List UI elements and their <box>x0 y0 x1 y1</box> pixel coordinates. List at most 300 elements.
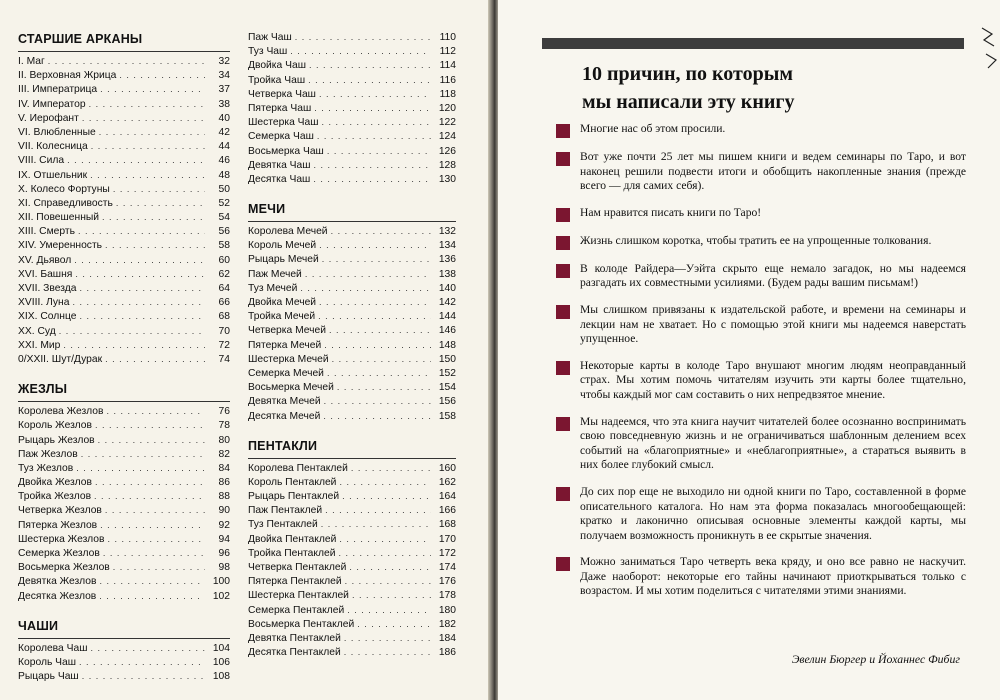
toc-entry-title: Король Мечей <box>248 240 317 252</box>
reason-item <box>556 150 966 194</box>
toc-entry-page: 108 <box>212 671 230 683</box>
toc-leader-dots <box>338 546 431 560</box>
toc-entry-page: 160 <box>438 462 456 474</box>
toc-leader-dots <box>322 115 431 129</box>
reason-item <box>556 234 966 250</box>
square-bullet-icon <box>556 236 570 250</box>
heading-rule <box>248 221 456 222</box>
toc-entry-page: 62 <box>218 268 230 280</box>
toc-entry-title: X. Колесо Фортуны <box>18 183 110 195</box>
toc-entry-page: 130 <box>438 173 456 185</box>
toc-leader-dots <box>351 461 431 475</box>
square-bullet-icon <box>556 417 570 431</box>
toc-entry <box>248 574 456 588</box>
toc-entry <box>248 252 456 266</box>
toc-entry-page: 72 <box>218 339 230 351</box>
toc-entry-title: Пятерка Чаш <box>248 102 312 114</box>
toc-leader-dots <box>67 153 205 167</box>
toc-entry-title: XVI. Башня <box>18 268 73 280</box>
toc-entry <box>18 546 230 560</box>
toc-entry-page: 70 <box>218 325 230 337</box>
toc-entry-title: Король Чаш <box>18 656 77 668</box>
toc-entry-page: 134 <box>438 240 456 252</box>
toc-entry-title: XVIII. Луна <box>18 297 70 309</box>
toc-entry-title: Девятка Мечей <box>248 396 321 408</box>
toc-entry <box>248 144 456 158</box>
toc-entry <box>18 82 230 96</box>
toc-entry <box>18 324 230 338</box>
toc-entry <box>248 517 456 531</box>
toc-leader-dots <box>342 489 431 503</box>
toc-leader-dots <box>322 252 431 266</box>
square-bullet-icon <box>556 487 570 501</box>
toc-entry-page: 80 <box>218 434 230 446</box>
toc-entry-page: 50 <box>218 183 230 195</box>
toc-entry <box>18 309 230 323</box>
toc-entry <box>248 532 456 546</box>
toc-entry-title: IX. Отшельник <box>18 169 88 181</box>
page-title <box>582 60 962 116</box>
title-line-1: 10 причин, по которым <box>582 63 793 85</box>
toc-entry-page: 128 <box>438 159 456 171</box>
square-bullet-icon <box>556 152 570 166</box>
toc-entry-title: Семерка Жезлов <box>18 548 100 559</box>
toc-entry <box>18 532 230 546</box>
reason-item <box>556 262 966 291</box>
toc-entry-title: Семерка Пентаклей <box>248 604 345 616</box>
toc-entry-title: Четверка Чаш <box>248 88 316 100</box>
toc-leader-dots <box>74 253 205 267</box>
toc-entry-page: 104 <box>212 642 230 654</box>
toc-entry-title: Двойка Пентаклей <box>248 533 337 545</box>
toc-entry <box>18 97 230 111</box>
toc-section-heading: ПЕНТАКЛИ <box>248 438 318 453</box>
reason-text: Нам нравится писать книги по Таро! <box>580 205 762 219</box>
toc-entry-title: Паж Жезлов <box>18 448 78 460</box>
toc-leader-dots <box>99 125 205 139</box>
toc-leader-dots <box>76 461 205 475</box>
toc-entry-page: 37 <box>218 84 230 96</box>
toc-entry-title: Паж Мечей <box>248 268 302 280</box>
toc-leader-dots <box>102 210 205 224</box>
toc-leader-dots <box>314 158 431 172</box>
toc-entry-page: 58 <box>218 240 230 252</box>
toc-leader-dots <box>116 196 205 210</box>
toc-leader-dots <box>319 87 431 101</box>
toc-entry-title: Шестерка Чаш <box>248 117 319 129</box>
toc-entry <box>18 295 230 309</box>
toc-entry-page: 34 <box>218 70 230 82</box>
toc-entry-title: V. Иерофант <box>18 112 79 124</box>
toc-entry-page: 148 <box>438 339 456 351</box>
reason-text: Некоторые карты в колоде Таро внушают многим людям неоправданный страх. Мы хотим помочь читателям изучить эти карты более тщательно, чтобы каждый мог сам составить о них непредвзятое мнение. <box>580 358 966 401</box>
toc-entry <box>248 44 456 58</box>
toc-leader-dots <box>313 172 431 186</box>
toc-leader-dots <box>119 68 205 82</box>
toc-entry-title: Семерка Чаш <box>248 131 314 143</box>
toc-entry <box>18 669 230 683</box>
reason-item <box>556 359 966 403</box>
toc-entry-title: Пятерка Жезлов <box>18 519 98 531</box>
heading-rule <box>18 401 230 402</box>
toc-entry <box>18 503 230 517</box>
toc-leader-dots <box>337 380 431 394</box>
toc-entry <box>18 404 230 418</box>
toc-entry-title: Рыцарь Жезлов <box>18 434 95 446</box>
toc-entry-page: 96 <box>218 548 230 559</box>
section-gap <box>248 423 456 437</box>
toc-entry-page: 106 <box>212 656 230 668</box>
toc-leader-dots <box>339 532 431 546</box>
toc-entry <box>248 238 456 252</box>
toc-leader-dots <box>90 168 205 182</box>
toc-entry-title: Десятка Пентаклей <box>248 647 341 659</box>
toc-entry <box>248 281 456 295</box>
toc-entry <box>248 323 456 337</box>
toc-entry-page: 116 <box>439 74 456 86</box>
toc-leader-dots <box>81 447 205 461</box>
toc-entry-title: Король Пентаклей <box>248 476 337 488</box>
toc-entry <box>18 489 230 503</box>
toc-leader-dots <box>82 111 205 125</box>
toc-entry-title: Пятерка Пентаклей <box>248 576 342 588</box>
toc-entry-title: XI. Справедливость <box>18 197 113 209</box>
toc-entry-page: 84 <box>218 462 230 474</box>
toc-leader-dots <box>108 532 206 546</box>
toc-entry-title: Двойка Жезлов <box>18 477 92 489</box>
toc-leader-dots <box>349 560 431 574</box>
toc-entry-page: 94 <box>218 533 230 545</box>
reason-text: Можно заниматься Таро четверть века кряду, и оно все равно не наскучит. Даже наоборот: некоторые его тайны начинают приоткрываться только с возрастом. И мы хотим поделиться с читателями этими знаниями. <box>580 555 966 598</box>
toc-entry-title: XV. Дьявол <box>18 254 72 266</box>
toc-entry-title: II. Верховная Жрица <box>18 70 117 82</box>
toc-entry-page: 142 <box>438 297 456 308</box>
toc-entry-title: Четверка Мечей <box>248 325 327 337</box>
toc-entry <box>18 418 230 432</box>
toc-entry-title: IV. Император <box>18 98 86 110</box>
toc-leader-dots <box>94 489 205 503</box>
toc-entry-page: 144 <box>438 311 456 323</box>
toc-section-heading: ЖЕЗЛЫ <box>18 382 68 397</box>
toc-entry <box>248 172 456 186</box>
left-page-contents <box>0 0 490 700</box>
toc-entry-page: 48 <box>218 169 230 181</box>
toc-entry-title: VI. Влюбленные <box>18 126 96 138</box>
toc-entry <box>18 153 230 167</box>
toc-entry-title: Четверка Жезлов <box>18 505 102 517</box>
toc-entry-title: Тройка Пентаклей <box>248 547 336 559</box>
toc-leader-dots <box>79 309 205 323</box>
toc-entry-title: XIX. Солнце <box>18 311 77 323</box>
reason-item <box>556 206 966 222</box>
toc-entry <box>18 560 230 574</box>
toc-leader-dots <box>79 281 205 295</box>
toc-leader-dots <box>90 641 205 655</box>
toc-entry-page: 124 <box>438 131 456 143</box>
toc-entry <box>248 338 456 352</box>
toc-entry-page: 86 <box>218 477 230 489</box>
toc-entry-title: Восьмерка Чаш <box>248 145 324 157</box>
toc-leader-dots <box>329 323 431 337</box>
reason-text: Многие нас об этом просили. <box>580 122 726 135</box>
toc-entry-title: Восьмерка Жезлов <box>18 562 110 574</box>
toc-leader-dots <box>79 655 205 669</box>
toc-entry-title: Королева Жезлов <box>18 406 104 418</box>
toc-leader-dots <box>103 546 205 560</box>
toc-entry-title: XX. Суд <box>18 325 56 337</box>
toc-entry-title: Рыцарь Мечей <box>248 254 319 266</box>
toc-leader-dots <box>344 631 431 645</box>
toc-entry-title: Десятка Мечей <box>248 410 321 422</box>
toc-leader-dots <box>98 433 205 447</box>
toc-entry-title: VIII. Сила <box>18 155 65 167</box>
toc-entry-title: Королева Чаш <box>18 642 88 654</box>
toc-entry <box>248 352 456 366</box>
toc-entry-page: 172 <box>438 547 456 559</box>
toc-leader-dots <box>290 44 431 58</box>
toc-entry-page: 162 <box>438 476 456 488</box>
toc-entry <box>18 224 230 238</box>
toc-entry-title: Десятка Жезлов <box>18 590 97 602</box>
toc-entry-page: 74 <box>218 353 230 365</box>
toc-entry <box>18 139 230 153</box>
toc-entry-page: 126 <box>438 145 456 157</box>
toc-entry <box>18 54 230 68</box>
heading-rule <box>18 51 230 52</box>
heading-rule <box>248 458 456 459</box>
toc-entry-title: Двойка Чаш <box>248 60 306 72</box>
toc-entry-title: Туз Пентаклей <box>248 519 318 531</box>
toc-entry-page: 56 <box>218 226 230 238</box>
toc-entry <box>18 338 230 352</box>
toc-entry <box>248 631 456 645</box>
toc-entry <box>248 489 456 503</box>
toc-entry-page: 40 <box>218 112 230 124</box>
toc-entry <box>248 617 456 631</box>
toc-entry <box>18 68 230 82</box>
toc-leader-dots <box>324 338 431 352</box>
toc-leader-dots <box>100 82 205 96</box>
toc-entry-title: XIII. Смерть <box>18 226 75 238</box>
toc-entry <box>248 101 456 115</box>
toc-entry <box>248 129 456 143</box>
toc-entry <box>248 461 456 475</box>
toc-entry-title: XIV. Умеренность <box>18 240 103 252</box>
toc-entry-page: 110 <box>439 32 456 43</box>
toc-entry-page: 176 <box>438 576 456 588</box>
toc-entry <box>248 409 456 423</box>
toc-entry-page: 88 <box>218 491 230 503</box>
toc-leader-dots <box>295 30 431 44</box>
page-edge-scribble-icon <box>978 20 1000 80</box>
toc-entry-title: Девятка Пентаклей <box>248 632 341 644</box>
toc-leader-dots <box>318 309 431 323</box>
toc-leader-dots <box>300 281 431 295</box>
toc-leader-dots <box>321 517 431 531</box>
toc-entry <box>248 158 456 172</box>
toc-entry-page: 166 <box>438 505 456 517</box>
section-gap <box>248 186 456 200</box>
toc-entry <box>18 125 230 139</box>
toc-entry-page: 146 <box>438 325 456 337</box>
toc-entry-page: 132 <box>438 226 456 238</box>
toc-entry <box>248 546 456 560</box>
toc-entry-title: Король Жезлов <box>18 420 92 432</box>
toc-entry-page: 164 <box>438 491 456 503</box>
toc-leader-dots <box>319 238 431 252</box>
toc-leader-dots <box>63 338 205 352</box>
toc-leader-dots <box>344 645 431 659</box>
toc-leader-dots <box>113 182 205 196</box>
toc-leader-dots <box>99 574 205 588</box>
toc-entry-page: 68 <box>218 311 230 323</box>
toc-entry <box>248 588 456 602</box>
toc-entry-title: XII. Повешенный <box>18 212 100 224</box>
toc-leader-dots <box>72 295 205 309</box>
toc-entry-title: Девятка Жезлов <box>18 576 97 588</box>
toc-leader-dots <box>95 418 205 432</box>
toc-entry <box>248 295 456 309</box>
toc-entry-title: Рыцарь Чаш <box>18 671 79 683</box>
toc-entry-page: 100 <box>212 576 230 588</box>
toc-leader-dots <box>331 224 431 238</box>
toc-entry-page: 76 <box>218 406 230 418</box>
toc-leader-dots <box>327 366 431 380</box>
toc-entry <box>18 267 230 281</box>
heading-rule <box>18 638 230 639</box>
authors-signature: Эвелин Бюргер и Йоханнес Фибиг <box>791 652 960 666</box>
toc-entry-title: XVII. Звезда <box>18 283 77 294</box>
toc-column-2 <box>248 30 456 659</box>
toc-leader-dots <box>317 129 431 143</box>
toc-entry <box>248 380 456 394</box>
toc-entry-page: 170 <box>438 533 456 545</box>
toc-entry-page: 180 <box>438 604 456 616</box>
toc-entry-title: Четверка Пентаклей <box>248 562 347 573</box>
toc-entry-page: 186 <box>438 647 456 659</box>
toc-leader-dots <box>59 324 205 338</box>
toc-entry-page: 152 <box>438 367 456 379</box>
toc-entry-page: 38 <box>218 98 230 110</box>
toc-entry-page: 140 <box>438 282 456 294</box>
reasons-list <box>556 122 966 611</box>
toc-leader-dots <box>305 267 431 281</box>
toc-leader-dots <box>95 475 205 489</box>
toc-entry-title: Рыцарь Пентаклей <box>248 491 340 503</box>
toc-leader-dots <box>324 394 431 408</box>
toc-entry-title: Паж Чаш <box>248 32 292 43</box>
toc-entry-page: 184 <box>438 632 456 644</box>
square-bullet-icon <box>556 557 570 571</box>
toc-entry-page: 120 <box>438 102 456 114</box>
toc-entry-page: 52 <box>218 197 230 209</box>
toc-entry <box>18 655 230 669</box>
toc-entry-title: 0/XXII. Шут/Дурак <box>18 353 103 365</box>
toc-entry-page: 54 <box>218 212 230 224</box>
toc-entry-page: 42 <box>218 126 230 138</box>
toc-entry <box>248 73 456 87</box>
reason-text: До сих пор еще не выходило ни одной книги по Таро, составленной в форме описательного каталога. Но нам эта форма показалась многообещающей: кратко и лаконично описывая основные элементы каждой карты, мы получаем возможность проникнуть в ее скрытые значения. <box>580 484 966 542</box>
toc-entry-title: Тройка Жезлов <box>18 491 92 503</box>
toc-entry-page: 98 <box>218 562 230 574</box>
toc-entry <box>248 560 456 574</box>
toc-leader-dots <box>106 404 205 418</box>
toc-entry <box>18 641 230 655</box>
toc-entry-title: Семерка Мечей <box>248 367 324 379</box>
section-gap <box>18 603 230 617</box>
toc-entry-title: Королева Пентаклей <box>248 462 348 474</box>
toc-leader-dots <box>105 503 205 517</box>
toc-leader-dots <box>339 475 431 489</box>
toc-entry <box>18 518 230 532</box>
reason-text: Мы слишком привязаны к издательской работе, и времени на семинары и лекции нам не хватает. Но с помощью этой книги мы надеемся наверстать упущенное. <box>580 302 966 346</box>
header-bar <box>542 38 964 49</box>
toc-leader-dots <box>314 101 431 115</box>
toc-entry-title: Тройка Чаш <box>248 74 306 86</box>
toc-entry <box>18 210 230 224</box>
toc-entry <box>248 366 456 380</box>
toc-leader-dots <box>345 574 431 588</box>
toc-entry-page: 122 <box>438 117 456 129</box>
toc-entry-page: 82 <box>218 448 230 460</box>
reason-item <box>556 303 966 347</box>
toc-entry <box>18 253 230 267</box>
toc-leader-dots <box>327 144 431 158</box>
toc-entry-title: Восьмерка Мечей <box>248 382 334 394</box>
toc-entry <box>248 224 456 238</box>
toc-entry-title: Шестерка Пентаклей <box>248 590 349 602</box>
toc-entry-page: 168 <box>438 519 456 531</box>
toc-entry <box>18 111 230 125</box>
toc-leader-dots <box>357 617 431 631</box>
reason-text: В колоде Райдера—Уэйта скрыто еще немало загадок, но мы надеемся разгадать их совместными усилиями. (Будем рады вашим письмам!) <box>580 261 966 290</box>
toc-leader-dots <box>75 267 205 281</box>
toc-section-heading: ЧАШИ <box>18 618 59 633</box>
toc-entry-page: 112 <box>439 46 456 58</box>
toc-entry-title: VII. Колесница <box>18 141 88 153</box>
toc-leader-dots <box>332 352 431 366</box>
toc-entry-page: 90 <box>218 505 230 517</box>
toc-entry <box>248 58 456 72</box>
toc-entry-title: XXI. Мир <box>18 339 61 351</box>
toc-leader-dots <box>48 54 205 68</box>
toc-entry-page: 158 <box>438 410 456 422</box>
toc-entry-title: Десятка Чаш <box>248 173 311 185</box>
toc-entry-title: Восьмерка Пентаклей <box>248 618 355 630</box>
toc-leader-dots <box>308 73 431 87</box>
toc-entry-page: 114 <box>439 60 456 72</box>
toc-entry-title: Шестерка Жезлов <box>18 533 105 545</box>
section-gap <box>18 366 230 380</box>
square-bullet-icon <box>556 208 570 222</box>
toc-entry-title: Паж Пентаклей <box>248 505 323 517</box>
toc-leader-dots <box>91 139 205 153</box>
toc-entry <box>18 589 230 603</box>
toc-entry-page: 44 <box>218 141 230 153</box>
toc-entry-page: 174 <box>438 562 456 573</box>
toc-entry-page: 78 <box>218 420 230 432</box>
reason-text: Мы надеемся, что эта книга научит читателей более осознанно воспринимать свою повседневную жизнь и не ограничиваться шаблонным делением всех событий на «благоприятные» и «неблагоприятные», а стараться выявить в них более глубокий смысл. <box>580 414 966 472</box>
toc-entry <box>18 196 230 210</box>
toc-leader-dots <box>100 518 205 532</box>
toc-entry-title: Двойка Мечей <box>248 297 317 308</box>
toc-leader-dots <box>113 560 205 574</box>
toc-leader-dots <box>309 58 431 72</box>
toc-entry-page: 60 <box>218 254 230 266</box>
toc-entry <box>18 352 230 366</box>
toc-entry-page: 66 <box>218 297 230 309</box>
reason-item <box>556 485 966 543</box>
